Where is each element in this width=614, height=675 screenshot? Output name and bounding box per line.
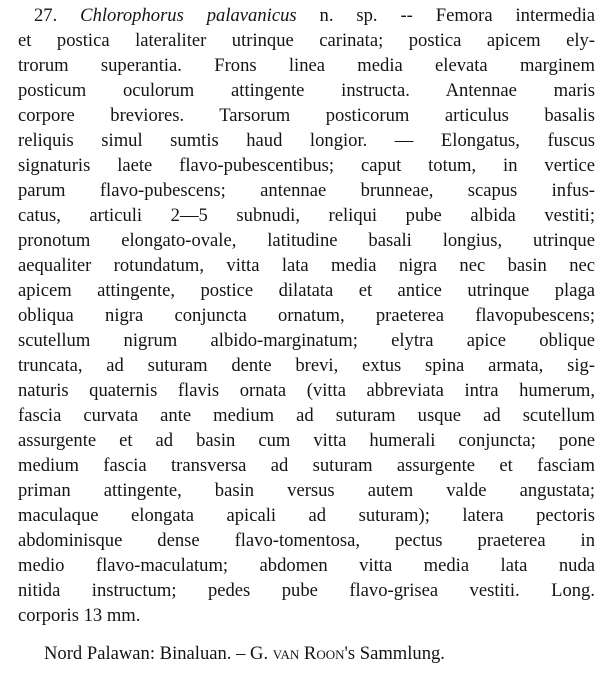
text-line: trorum superantia. Frons linea media elevata marginem [18,55,595,76]
text-line: obliqua nigra conjuncta ornatum, praeterea flavopubescens; [18,305,595,326]
text-line: fascia curvata ante medium ad suturam usque ad scutellum [18,405,595,426]
text-line: medio flavo-maculatum; abdomen vitta media lata nuda [18,555,595,576]
text-line: assurgente et ad basin cum vitta humerali conjuncta; pone [18,430,595,451]
locality-suffix: 's Sammlung. [344,643,445,664]
text-line: priman attingente, basin versus autem valde angustata; [18,480,595,501]
species-name: Chlorophorus palavanicus [80,5,297,26]
text-line: corpore breviores. Tarsorum posticorum articulus basalis [18,105,595,126]
text-line: pronotum elongato-ovale, latitudine basali longius, utrinque [18,230,595,251]
collector-name: van Roon [272,643,345,664]
text-line: parum flavo-pubescens; antennae brunneae, scapus infus- [18,180,595,201]
text-line: reliquis simul sumtis haud longior. — Elongatus, fuscus [18,130,595,151]
text-line: maculaque elongata apicali ad suturam); latera pectoris [18,505,595,526]
text-line: naturis quaternis flavis ornata (vitta abbreviata intra humerum, [18,380,595,401]
text-line: et postica lateraliter utrinque carinata; postica apicem ely- [18,30,595,51]
text-line: signaturis laete flavo-pubescentibus; caput totum, in vertice [18,155,595,176]
entry-number: 27. [34,5,58,26]
text-line-final: corporis 13 mm. [18,605,141,626]
text-line: nitida instructum; pedes pube flavo-grisea vestiti. Long. [18,580,595,601]
text-line: abdominisque dense flavo-tomentosa, pectus praeterea in [18,530,595,551]
entry-first-line [34,4,595,28]
text-line: truncata, ad suturam dente brevi, extus spina armata, sig- [18,355,595,376]
text-line: scutellum nigrum albido-marginatum; elytra apice oblique [18,330,595,351]
text-line: aequaliter rotundatum, vitta lata media nigra nec basin nec [18,255,595,276]
text-line: posticum oculorum attingente instructa. Antennae maris [18,80,595,101]
text-line: medium fascia transversa ad suturam assurgente et fasciam [18,455,595,476]
species-suffix: n. sp. -- Femora intermedia [319,5,595,26]
text-line: catus, articuli 2—5 subnudi, reliqui pube albida vestiti; [18,205,595,226]
locality-line [44,642,595,666]
text-line: apicem attingente, postice dilatata et antice utrinque plaga [18,280,595,301]
locality-prefix: Nord Palawan: Binaluan. – G. [44,643,269,664]
